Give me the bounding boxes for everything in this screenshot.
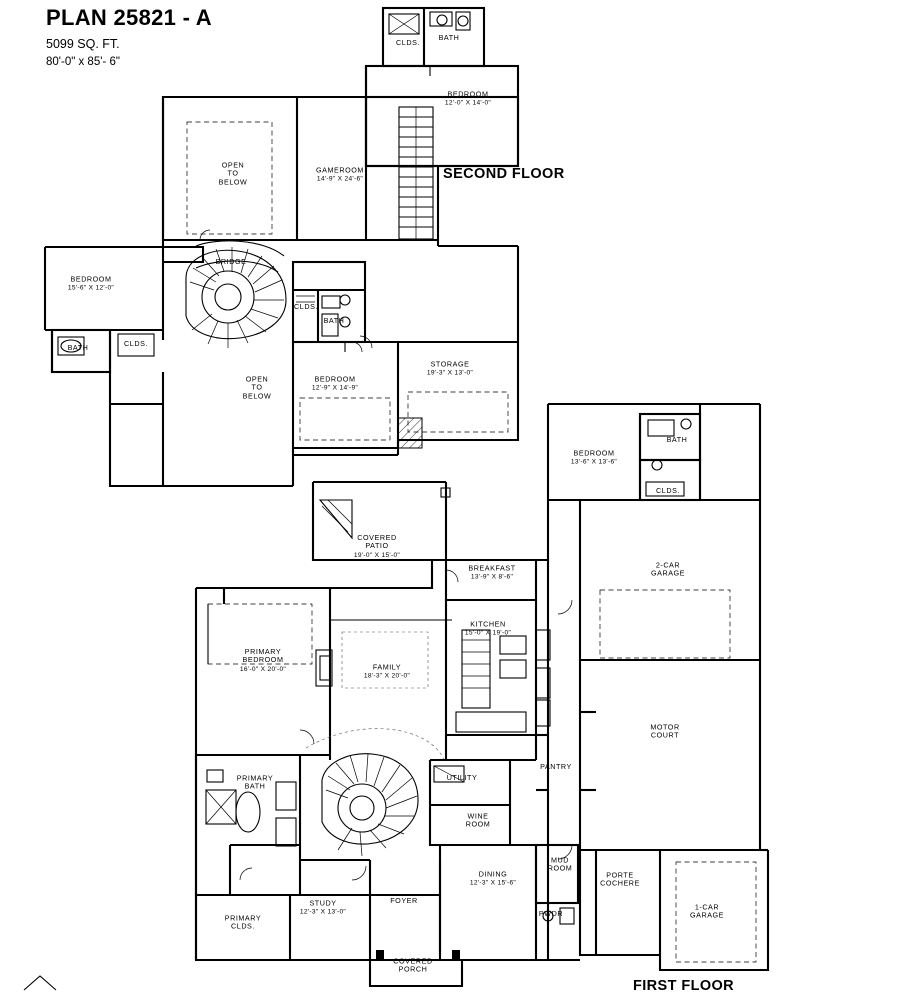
room-name: GARAGE (650, 569, 686, 578)
room-name: TO (251, 382, 263, 392)
room-name: BEDROOM (242, 655, 284, 665)
room-name: PRIMARY (224, 913, 262, 923)
room-name: COVERED (357, 533, 397, 543)
room-dimensions: 18'-3" X 20'-0" (363, 672, 411, 680)
stair-run-second (399, 107, 433, 239)
room-label (445, 90, 491, 107)
room-label (294, 303, 318, 311)
room-name: GAMEROOM (316, 165, 364, 175)
room-label (539, 910, 563, 918)
room-label (600, 872, 640, 889)
title-block (46, 6, 376, 69)
room-name: FOYER (390, 895, 418, 905)
room-name: GARAGE (689, 911, 725, 920)
room-label (571, 449, 617, 466)
room-name: BATH (323, 315, 345, 325)
room-name: PORCH (398, 965, 428, 974)
room-label (466, 813, 491, 830)
room-name: BATH (67, 342, 89, 352)
room-name: OPEN (221, 160, 245, 170)
room-name: PANTRY (540, 761, 572, 771)
room-name: CLDS. (294, 301, 318, 311)
room-label (447, 774, 478, 782)
second-floor-caption: SECOND FLOOR (443, 166, 565, 182)
room-name: 2-CAR (655, 560, 681, 570)
room-label (68, 275, 114, 292)
room-name: BEDROOM (447, 89, 489, 99)
room-label (465, 620, 511, 637)
room-label (650, 724, 679, 741)
room-dimensions: 19'-0" X 15'-0" (353, 552, 401, 560)
room-label (364, 663, 410, 680)
room-label (667, 436, 688, 444)
room-label (656, 487, 680, 495)
room-dimensions: 14'-9" X 24'-6" (316, 175, 364, 183)
room-name: ROOM (465, 820, 491, 829)
room-name: 1-CAR (694, 902, 720, 912)
page-title: PLAN 25821 - A (46, 5, 212, 30)
room-label (312, 375, 358, 392)
room-name: BATH (666, 434, 688, 444)
north-arrow-icon (24, 976, 56, 990)
second-floor-plan (45, 5, 518, 486)
room-label (651, 562, 685, 579)
room-label (470, 870, 516, 887)
room-label (240, 648, 286, 674)
curved-stair-first (322, 754, 418, 856)
room-label (427, 360, 473, 377)
room-name: CLDS. (396, 37, 420, 47)
room-name: DINING (478, 869, 508, 879)
room-name: BEDROOM (314, 374, 356, 384)
room-label (300, 899, 346, 916)
room-name: BEDROOM (573, 448, 615, 458)
room-name: KITCHEN (470, 619, 506, 629)
room-name: CLDS. (656, 485, 680, 495)
room-name: PRIMARY (244, 647, 282, 657)
room-name: PATIO (365, 541, 389, 551)
room-dimensions: 13'-9" X 8'-6" (470, 573, 514, 581)
room-label (124, 340, 148, 348)
room-name: WINE (467, 811, 489, 821)
room-dimensions: 15'-0" X 19'-0" (464, 629, 512, 637)
room-label (390, 897, 418, 905)
room-dimensions: 12'-3" X 15'-6" (469, 879, 517, 887)
room-name: UTILITY (446, 772, 478, 782)
room-label (468, 564, 515, 581)
room-name: OPEN (245, 374, 269, 384)
room-name: BELOW (218, 177, 248, 187)
room-label (690, 904, 724, 921)
room-label (219, 161, 248, 186)
room-name: MOTOR (650, 722, 680, 732)
room-name: PWDR (538, 908, 564, 918)
room-dimensions: 12'-0" X 14'-0" (444, 99, 492, 107)
room-label (68, 344, 89, 352)
room-name: BREAKFAST (468, 563, 516, 573)
room-name: COVERED (393, 956, 433, 966)
first-floor-caption: FIRST FLOOR (633, 978, 735, 994)
room-label (548, 857, 573, 874)
room-name: STUDY (309, 898, 337, 908)
room-label (316, 166, 364, 183)
room-name: ROOM (547, 864, 573, 873)
room-label (243, 375, 272, 400)
room-dimensions: 15'-6" X 12'-0" (67, 284, 115, 292)
room-name: BATH (244, 782, 266, 791)
room-name: COURT (650, 731, 680, 740)
room-name: STORAGE (430, 359, 470, 369)
room-label (324, 317, 345, 325)
room-dimensions: 16'-0" X 20'-0" (239, 666, 287, 674)
room-name: BATH (438, 32, 460, 42)
room-label (225, 915, 261, 932)
plan-overall-dimensions: 80'-0" x 85'- 6" (46, 55, 120, 68)
room-dimensions: 19'-3" X 13'-0" (426, 369, 474, 377)
room-name: CLDS. (124, 338, 148, 348)
room-label (540, 763, 572, 771)
room-dimensions: 13'-6" X 13'-6" (570, 458, 618, 466)
first-floor-plan (196, 404, 768, 986)
room-dimensions: 12'-3" X 13'-0" (299, 908, 347, 916)
room-label (354, 534, 400, 560)
room-name: FAMILY (372, 662, 402, 672)
room-label (393, 958, 432, 975)
room-label (237, 775, 273, 792)
room-name: TO (227, 168, 239, 178)
room-dimensions: 12'-9" X 14'-9" (311, 384, 359, 392)
room-name: BRIDGE (215, 256, 247, 266)
room-name: PORTE (606, 870, 634, 880)
room-label (439, 34, 460, 42)
room-name: BEDROOM (70, 274, 112, 284)
plan-square-footage: 5099 SQ. FT. (46, 37, 120, 52)
room-name: COCHERE (600, 879, 640, 888)
room-label (216, 258, 247, 266)
room-name: PRIMARY (236, 773, 274, 783)
room-name: MUD (550, 855, 570, 865)
room-name: BELOW (242, 391, 272, 401)
room-name: CLDS. (231, 922, 255, 931)
room-label (396, 39, 420, 47)
